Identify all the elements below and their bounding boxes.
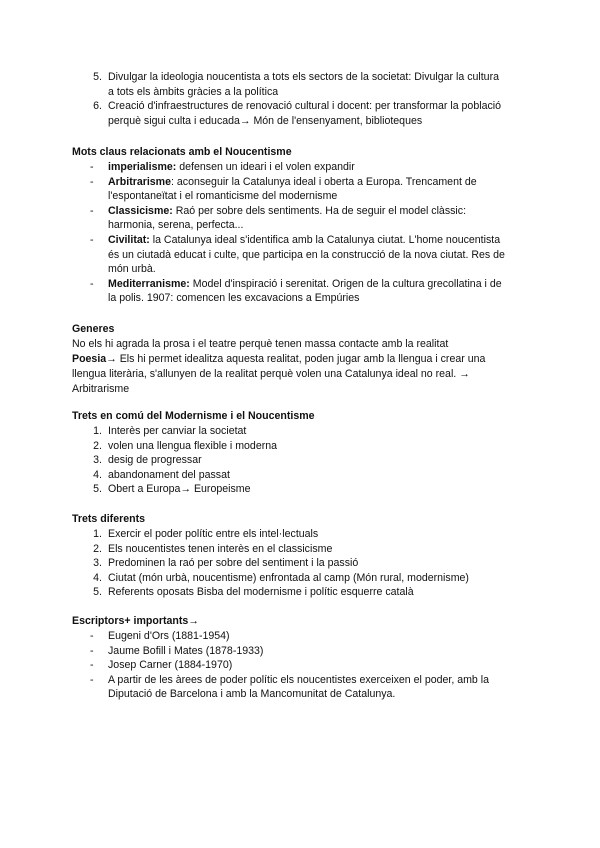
bullet-dash: - bbox=[90, 644, 94, 657]
list-text: Els noucentistes tenen interès en el classicisme bbox=[108, 542, 333, 555]
list-item bbox=[72, 482, 532, 497]
intro-list bbox=[72, 70, 532, 128]
list-text: Divulgar la ideologia noucentista a tots els sectors de la societat: Divulgar la cultura bbox=[108, 71, 499, 83]
list-text: A partir de les àrees de poder polític els noucentistes exerceixen el poder, amb la bbox=[108, 673, 490, 686]
list-text: Ciutat (món urbà, noucentisme) enfrontada al camp (Món rural, modernisme) bbox=[108, 571, 469, 584]
bullet-dash: - bbox=[90, 204, 94, 217]
bullet-dash: - bbox=[90, 277, 94, 290]
section-heading: Trets diferents bbox=[72, 513, 146, 525]
list-text: desig de progressar bbox=[108, 454, 202, 467]
term: imperialisme: bbox=[108, 161, 177, 173]
bullet-dash: - bbox=[90, 673, 94, 686]
list-number: 4. bbox=[93, 468, 102, 481]
list-text: abandonament del passat bbox=[108, 468, 230, 481]
list-item bbox=[72, 453, 532, 468]
definition-text: defensen un ideari i el volen expandir bbox=[176, 161, 355, 173]
list-text: Diputació de Barcelona i amb la Mancomunitat de Catalunya. bbox=[108, 688, 396, 701]
list-item bbox=[72, 468, 532, 483]
list-text: Josep Carner (1884-1970) bbox=[108, 659, 233, 672]
definition-text: : aconseguir la Catalunya ideal i oberta a Europa. Trencament de bbox=[171, 175, 477, 188]
list-number: 2. bbox=[93, 439, 102, 452]
list-text: Eugeni d'Ors (1881-1954) bbox=[108, 630, 230, 642]
generes-section bbox=[72, 322, 532, 397]
list-number: 5. bbox=[93, 586, 102, 599]
trets-comu-section bbox=[72, 409, 532, 497]
list-item bbox=[72, 99, 532, 128]
paragraph-line: Arbitrarisme bbox=[72, 383, 130, 395]
bullet-dash: - bbox=[90, 659, 94, 672]
list-text: Interès per canviar la societat bbox=[108, 425, 247, 437]
definition-text: la Catalunya ideal s'identifica amb la Catalunya ciutat. L'home noucentista bbox=[149, 233, 501, 246]
list-item bbox=[72, 204, 532, 233]
list-text: Jaume Bofill i Mates (1878-1933) bbox=[108, 644, 264, 657]
paragraph-line: No els hi agrada la prosa i el teatre perquè tenen massa contacte amb la realitat bbox=[72, 338, 449, 350]
list-text: Referents oposats Bisba del modernisme i polític esquerre català bbox=[108, 586, 414, 599]
bullet-dash: - bbox=[90, 175, 94, 188]
trets-diferents-section bbox=[72, 512, 532, 600]
list-number: 5. bbox=[93, 71, 102, 83]
list-text: perquè sigui culta i educada→ Món de l'ensenyament, biblioteques bbox=[108, 114, 423, 127]
list-item bbox=[72, 571, 532, 586]
term: Arbitrarisme bbox=[108, 175, 171, 188]
section-heading: Generes bbox=[72, 323, 115, 335]
list-number: 3. bbox=[93, 557, 102, 570]
list-number: 6. bbox=[93, 100, 102, 113]
section-heading: Trets en comú del Modernisme i el Noucentisme bbox=[72, 410, 315, 422]
bullet-dash: - bbox=[90, 161, 94, 173]
list-item bbox=[72, 175, 532, 204]
list-number: 1. bbox=[93, 528, 102, 540]
term: Mediterranisme: bbox=[108, 277, 190, 290]
list-item bbox=[72, 277, 532, 306]
list-number: 1. bbox=[93, 425, 102, 437]
list-text: Exercir el poder polític entre els intel·lectuals bbox=[108, 528, 319, 540]
list-number: 2. bbox=[93, 542, 102, 555]
bullet-dash: - bbox=[90, 630, 94, 642]
mots-claus-section bbox=[72, 145, 532, 306]
section-heading: Mots claus relacionats amb el Noucentisme bbox=[72, 146, 292, 158]
definition-text: Raó per sobre dels sentiments. Ha de seguir el model clàssic: bbox=[172, 204, 467, 217]
escriptors-section bbox=[72, 614, 532, 702]
list-item bbox=[72, 527, 532, 542]
definition-text: és un ciutadà educat i culte, que participa en la construcció de la nova ciutat. Res de bbox=[108, 248, 505, 261]
bullet-dash: - bbox=[90, 233, 94, 246]
section-heading: Escriptors+ importants→ bbox=[72, 615, 199, 627]
term: Civilitat: bbox=[108, 233, 150, 246]
list-item bbox=[72, 424, 532, 439]
definition-text: harmonia, serena, perfecta... bbox=[108, 219, 244, 232]
list-item bbox=[72, 70, 532, 99]
definition-text: la polis. 1907: comencen les excavacions a Empúries bbox=[108, 292, 360, 305]
list-item bbox=[72, 160, 532, 175]
paragraph-line: llengua literària, s'allunyen de la realitat perquè volen una Catalunya ideal no real. → bbox=[72, 368, 470, 380]
list-item bbox=[72, 673, 532, 702]
list-item bbox=[72, 439, 532, 454]
list-item bbox=[72, 658, 532, 673]
list-text: volen una llengua flexible i moderna bbox=[108, 439, 278, 452]
list-item bbox=[72, 644, 532, 659]
list-text: Predominen la raó per sobre del sentiment i la passió bbox=[108, 557, 359, 570]
list-item bbox=[72, 556, 532, 571]
paragraph-line: → Els hi permet idealitza aquesta realitat, poden jugar amb la llengua i crear una bbox=[106, 353, 486, 365]
list-text: a tots els àmbits gràcies a la política bbox=[108, 85, 279, 98]
definition-text: món urbà. bbox=[108, 263, 156, 276]
list-number: 5. bbox=[93, 483, 102, 496]
list-item bbox=[72, 629, 532, 644]
list-number: 3. bbox=[93, 454, 102, 467]
list-text: Obert a Europa→ Europeisme bbox=[108, 483, 251, 496]
poesia-label: Poesia bbox=[72, 353, 107, 365]
definition-text: Model d'inspiració i serenitat. Origen de la cultura grecollatina i de bbox=[189, 277, 502, 290]
list-number: 4. bbox=[93, 571, 102, 584]
list-item bbox=[72, 585, 532, 600]
term: Classicisme: bbox=[108, 204, 173, 217]
definition-text: l'espontaneïtat i el romanticisme del modernisme bbox=[108, 190, 338, 203]
list-item bbox=[72, 542, 532, 557]
list-item bbox=[72, 233, 532, 277]
list-text: Creació d'infraestructures de renovació cultural i docent: per transformar la població bbox=[108, 100, 502, 113]
